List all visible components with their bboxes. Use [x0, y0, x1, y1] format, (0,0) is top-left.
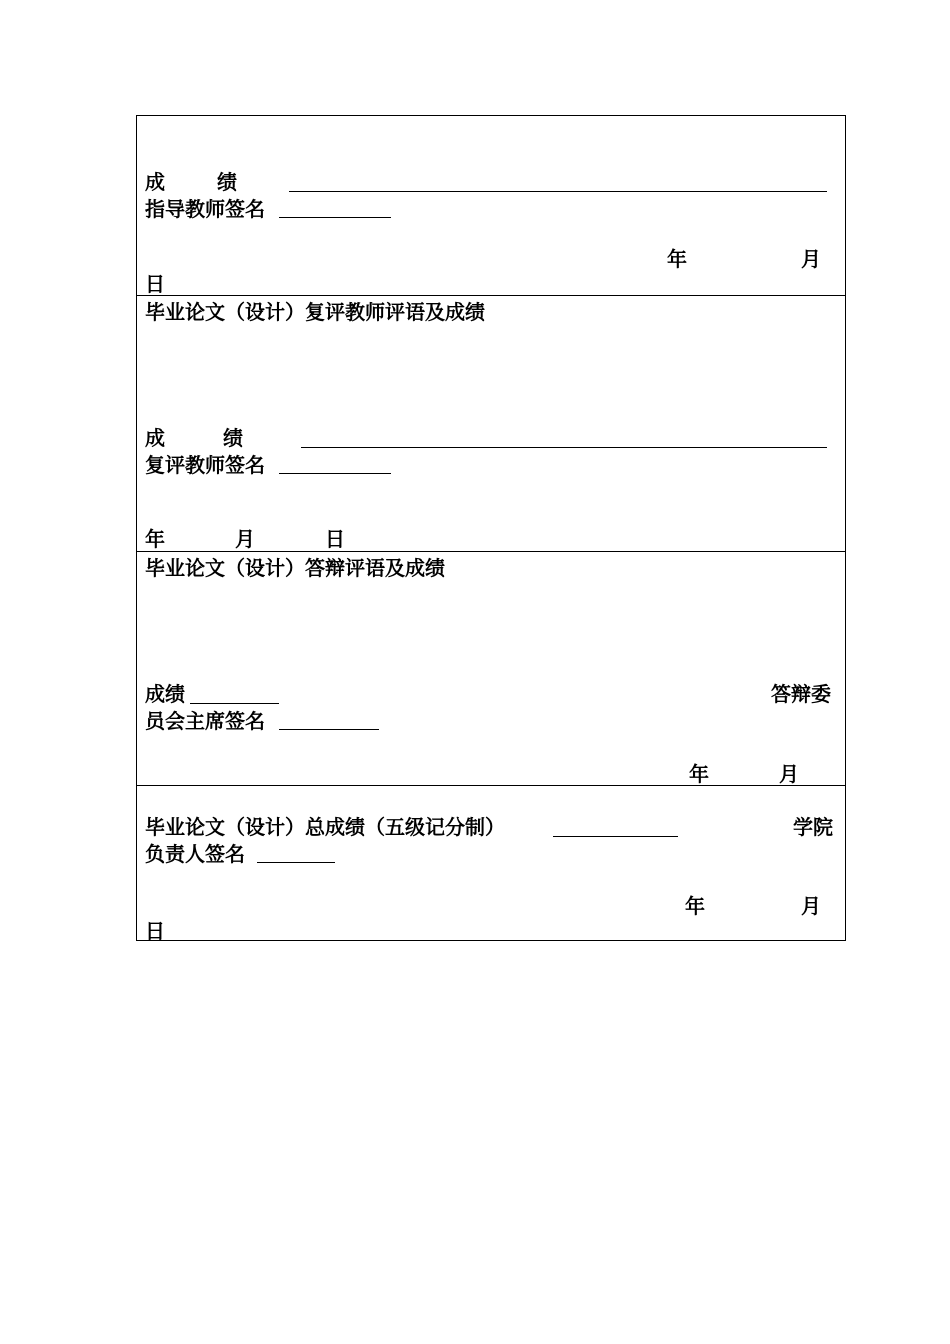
- college-head-signature-line[interactable]: [257, 862, 335, 863]
- supervisor-signature-label: 指导教师签名: [145, 197, 265, 221]
- month-label: 月: [801, 894, 821, 918]
- college-label-part-1: 学院: [793, 815, 833, 839]
- reviewer-section-title: 毕业论文（设计）复评教师评语及成绩: [145, 300, 485, 324]
- committee-chair-signature-line[interactable]: [279, 729, 379, 730]
- committee-label-part-1: 答辩委: [771, 682, 831, 706]
- grade-input-line[interactable]: [289, 191, 827, 192]
- evaluation-form-table: [136, 115, 846, 941]
- supervisor-section: [137, 116, 845, 295]
- month-label: 月: [779, 762, 799, 786]
- defense-section: [137, 552, 845, 785]
- supervisor-signature-line[interactable]: [279, 217, 391, 218]
- total-grade-title: 毕业论文（设计）总成绩（五级记分制）: [145, 815, 505, 839]
- reviewer-section: [137, 296, 845, 551]
- college-head-signature-label: 负责人签名: [145, 842, 245, 866]
- committee-chair-signature-label: 员会主席签名: [145, 709, 265, 733]
- grade-input-line[interactable]: [301, 447, 827, 448]
- day-label: 日: [145, 272, 165, 296]
- year-label: 年: [689, 762, 709, 786]
- defense-section-title: 毕业论文（设计）答辩评语及成绩: [145, 556, 445, 580]
- day-label: 日: [145, 919, 165, 943]
- grade-label-char-2: 绩: [223, 426, 243, 450]
- grade-input-line[interactable]: [190, 703, 279, 704]
- reviewer-signature-line[interactable]: [279, 473, 391, 474]
- grade-label-char-1: 成: [145, 170, 165, 194]
- month-label: 月: [235, 527, 255, 551]
- day-label: 日: [325, 527, 345, 551]
- year-label: 年: [145, 527, 165, 551]
- year-label: 年: [685, 894, 705, 918]
- total-grade-input-line[interactable]: [553, 836, 678, 837]
- reviewer-signature-label: 复评教师签名: [145, 453, 265, 477]
- grade-label-char-2: 绩: [217, 170, 237, 194]
- month-label: 月: [801, 247, 821, 271]
- year-label: 年: [667, 247, 687, 271]
- grade-label: 成绩: [145, 682, 185, 706]
- grade-label-char-1: 成: [145, 426, 165, 450]
- total-grade-section: [137, 786, 845, 941]
